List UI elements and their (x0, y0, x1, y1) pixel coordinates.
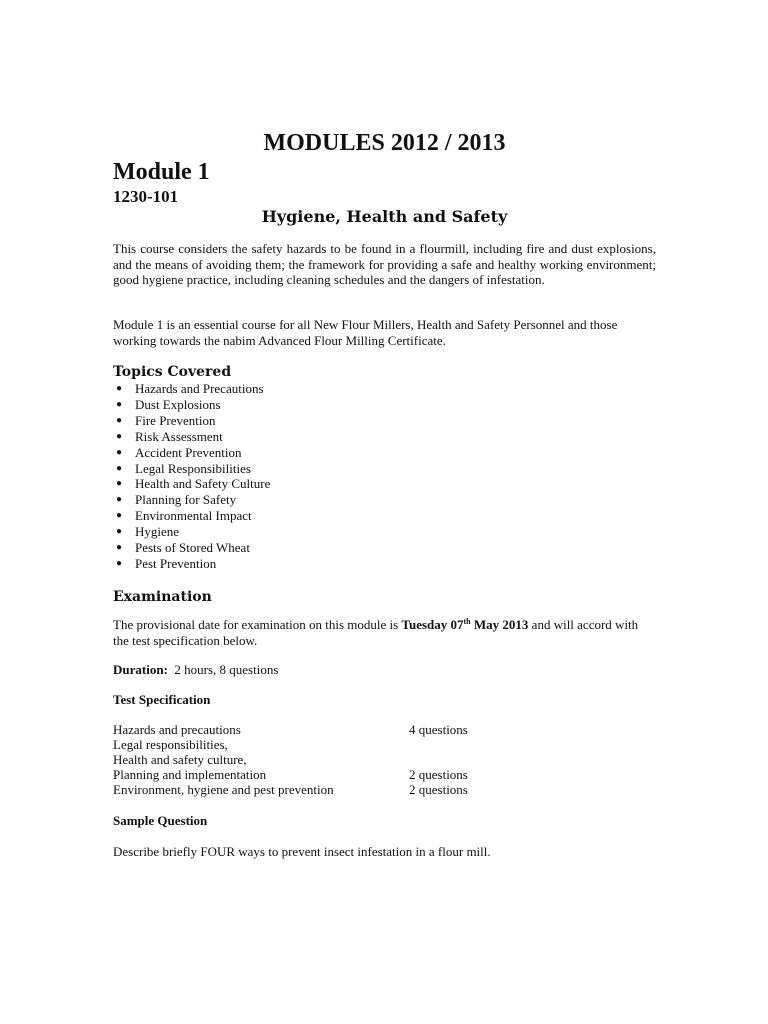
topic-list-item (113, 556, 270, 572)
test-spec-row (113, 782, 656, 797)
bullet-icon: ● (116, 557, 123, 569)
bullet-icon: ● (116, 478, 123, 490)
test-spec-table (113, 722, 656, 797)
test-spec-row (113, 752, 656, 767)
topic-list-item (113, 461, 270, 477)
test-spec-heading: Test Specification (113, 692, 211, 707)
topic-list-item (113, 413, 270, 429)
topic-list-item (113, 524, 270, 540)
exam-date-paragraph (113, 617, 656, 648)
exam-date-ordinal: th (463, 617, 471, 626)
topic-list-item (113, 445, 270, 461)
topics-list (113, 381, 270, 572)
test-spec-topic: Hazards and precautions (113, 722, 241, 737)
topic-label: Accident Prevention (135, 444, 242, 460)
topic-label: Dust Explosions (135, 396, 221, 412)
bullet-icon: ● (116, 446, 123, 458)
test-spec-row (113, 767, 656, 782)
test-spec-row (113, 722, 656, 737)
exam-date-day: Tuesday 07 (401, 617, 464, 632)
exam-text-before: The provisional date for examination on this module is (113, 617, 402, 632)
test-spec-topic: Legal responsibilities, (113, 737, 228, 753)
bullet-icon: ● (116, 542, 123, 554)
exam-text-after: and will accord with the test specification below. (113, 617, 639, 648)
topic-label: Environmental Impact (135, 508, 252, 524)
duration-value: 2 hours, 8 questions (167, 662, 279, 677)
bullet-icon: ● (116, 462, 123, 474)
topic-list-item (113, 540, 270, 556)
test-spec-question-count: 2 questions (409, 782, 468, 798)
topic-list-item (113, 397, 270, 413)
test-spec-question-count: 2 questions (409, 767, 468, 783)
bullet-icon: ● (116, 414, 123, 426)
topic-label: Risk Assessment (135, 428, 223, 444)
topic-label: Pests of Stored Wheat (135, 540, 250, 556)
topic-label: Planning for Safety (135, 492, 237, 508)
topic-label: Legal Responsibilities (135, 460, 251, 476)
document-title: MODULES 2012 / 2013 (263, 130, 506, 156)
document-page (113, 0, 656, 1024)
topic-list-item (113, 492, 270, 508)
topic-label: Fire Prevention (135, 412, 216, 428)
test-spec-topic: Planning and implementation (113, 767, 267, 783)
bullet-icon: ● (116, 383, 123, 394)
bullet-icon: ● (116, 430, 123, 442)
bullet-icon: ● (116, 526, 123, 538)
topic-label: Health and Safety Culture (135, 476, 271, 492)
exam-date (401, 617, 528, 632)
sample-question: Describe briefly FOUR ways to prevent insect infestation in a flour mill. (113, 844, 491, 859)
module-heading: Module 1 (113, 159, 210, 185)
topic-list-item (113, 476, 270, 492)
duration-label: Duration: (113, 662, 168, 677)
topic-label: Hygiene (135, 524, 180, 540)
intro-paragraph: This course considers the safety hazards to be found in a flourmill, including fire and dust explosions, and the means of avoiding them; the framework for providing a safe and healthy working environment; good hygiene practice, including cleaning schedules and the dangers of infestation. (113, 241, 656, 287)
exam-date-rest: May 2013 (470, 617, 529, 632)
bullet-icon: ● (116, 494, 123, 506)
essential-paragraph: Module 1 is an essential course for all New Flour Millers, Health and Safety Personnel and those working towards the nabim Advanced Flour Milling Certificate. (113, 317, 618, 348)
sample-question-heading: Sample Question (113, 813, 208, 828)
test-spec-topic: Health and safety culture, (113, 752, 247, 768)
examination-heading: Examination (113, 589, 212, 605)
topic-list-item (113, 381, 270, 397)
topic-list-item (113, 429, 270, 445)
bullet-icon: ● (116, 510, 123, 522)
topic-list-item (113, 508, 270, 524)
course-title: Hygiene, Health and Safety (261, 207, 508, 226)
topics-heading: Topics Covered (113, 364, 232, 380)
test-spec-question-count: 4 questions (409, 722, 468, 737)
test-spec-topic: Environment, hygiene and pest prevention (113, 782, 334, 798)
module-code: 1230-101 (113, 187, 179, 206)
topic-label: Pest Prevention (135, 555, 217, 571)
bullet-icon: ● (116, 398, 123, 410)
topic-label: Hazards and Precautions (135, 381, 264, 396)
test-spec-row (113, 737, 656, 752)
duration-line (113, 662, 656, 678)
